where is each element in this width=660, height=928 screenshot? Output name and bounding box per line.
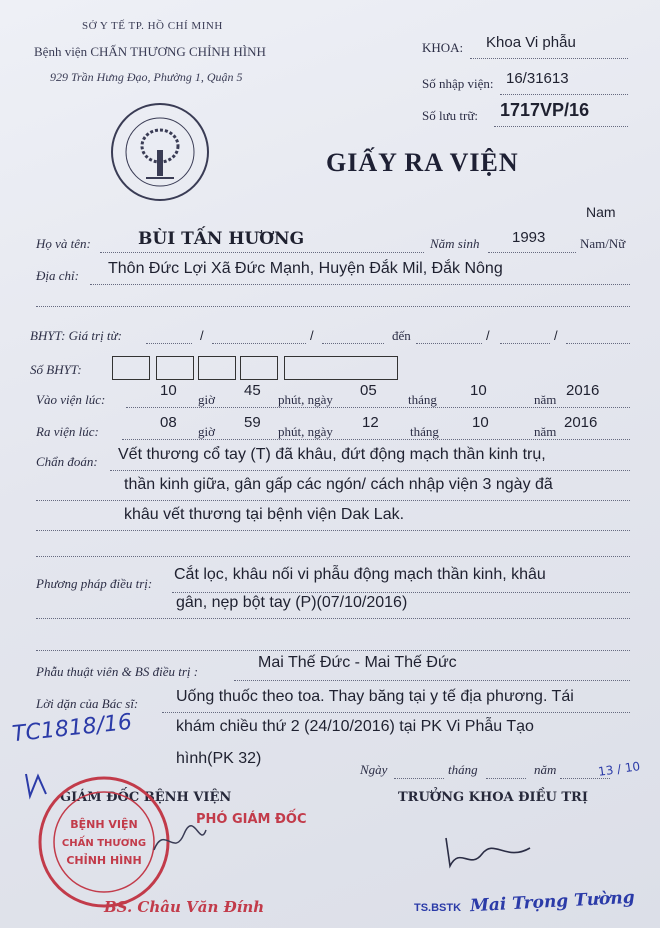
diagnosis-line-3: khâu vết thương tại bệnh viện Dak Lak. <box>124 506 405 523</box>
luu-tru-value: 1717VP/16 <box>500 100 590 120</box>
patient-address: Thôn Đức Lợi Xã Đức Mạnh, Huyện Đắk Mil, Đắk Nông <box>108 260 503 277</box>
hospital-logo <box>108 100 212 204</box>
birth-year: 1993 <box>512 229 546 246</box>
discharge-month: 10 <box>472 414 489 431</box>
discharge-month-unit: tháng <box>410 424 439 439</box>
diagnosis-line-1: Vết thương cổ tay (T) đã khâu, đứt động mạch thần kinh trụ, <box>118 446 546 463</box>
date-handwritten: 13 / 10 <box>597 759 641 779</box>
bhyt-sep-2: / <box>310 328 314 343</box>
admission-minute: 45 <box>244 382 261 399</box>
right-signature-title: TRƯỞNG KHOA ĐIỀU TRỊ <box>398 790 588 805</box>
admission-year: 2016 <box>566 382 600 399</box>
gender-label: Nam/Nữ <box>580 236 626 251</box>
left-signature-title: GIÁM ĐỐC BỆNH VIỆN <box>60 790 232 805</box>
diagnosis-label: Chẩn đoán: <box>36 454 98 469</box>
bhyt-box-5 <box>284 356 398 380</box>
advice-line-1: Uống thuốc theo toa. Thay băng tại y tế địa phương. Tái <box>176 688 574 705</box>
name-label: Họ và tên: <box>36 236 91 251</box>
hospital-address: 929 Trần Hưng Đạo, Phường 1, Quận 5 <box>50 70 243 84</box>
discharge-year: 2016 <box>564 414 598 431</box>
handwritten-reference: TC1818/16 <box>11 709 134 748</box>
discharge-year-unit: năm <box>534 424 557 439</box>
document-title: GIẤY RA VIỆN <box>326 148 519 177</box>
left-signature-subtitle: PHÓ GIÁM ĐỐC <box>196 812 307 827</box>
date-year-label: năm <box>534 762 557 777</box>
admission-label: Vào viện lúc: <box>36 392 106 407</box>
admission-day: 05 <box>360 382 377 399</box>
discharge-day: 12 <box>362 414 379 431</box>
svg-text:CHỈNH HÌNH: CHỈNH HÌNH <box>66 854 142 867</box>
bhyt-box-2 <box>156 356 194 380</box>
advice-line-3: hình(PK 32) <box>176 750 262 767</box>
admission-hour: 10 <box>160 382 177 399</box>
admission-month: 10 <box>470 382 487 399</box>
date-day-label: Ngày <box>360 762 388 777</box>
date-month-label: tháng <box>448 762 478 777</box>
treatment-label: Phương pháp điều trị: <box>36 576 153 591</box>
treatment-line-2: gân, nẹp bột tay (P)(07/10/2016) <box>176 594 408 611</box>
discharge-minute-unit: phút, ngày <box>278 424 333 439</box>
admission-month-unit: tháng <box>408 392 437 407</box>
svg-text:CHẤN THƯƠNG: CHẤN THƯƠNG <box>61 838 147 849</box>
ministry-name: SỞ Y TẾ TP. HỒ CHÍ MINH <box>82 20 223 32</box>
right-signer-prefix: TS.BSTK <box>414 902 462 914</box>
right-signer-name: Mai Trọng Tường <box>469 887 636 917</box>
nhap-vien-value: 16/31613 <box>506 70 569 87</box>
admission-year-unit: năm <box>534 392 557 407</box>
surgeon-value: Mai Thế Đức - Mai Thế Đức <box>258 654 457 671</box>
luu-tru-label: Số lưu trữ: <box>422 108 478 123</box>
birth-label: Năm sinh <box>430 236 480 251</box>
address-label: Địa chỉ: <box>36 268 79 283</box>
treatment-line-1: Cắt lọc, khâu nối vi phẫu động mạch thần kinh, khâu <box>174 566 546 583</box>
discharge-hour-unit: giờ <box>198 424 215 439</box>
discharge-minute: 59 <box>244 414 261 431</box>
advice-line-2: khám chiều thứ 2 (24/10/2016) tại PK Vi Phẫu Tạo <box>176 718 534 735</box>
advice-label: Lời dặn của Bác sĩ: <box>36 696 139 711</box>
bhyt-sep-4: / <box>554 328 558 343</box>
diagnosis-line-2: thần kinh giữa, gân gấp các ngón/ cách nhập viện 3 ngày đã <box>124 476 553 493</box>
admission-hour-unit: giờ <box>198 392 215 407</box>
khoa-value: Khoa Vi phẫu <box>486 34 576 51</box>
left-signer-name: BS. Châu Văn Đính <box>104 898 265 916</box>
right-handwritten-signature <box>440 826 540 876</box>
bhyt-box-4 <box>240 356 278 380</box>
bhyt-sep-3: / <box>486 328 490 343</box>
bhyt-number-label: Số BHYT: <box>30 362 82 377</box>
admission-minute-unit: phút, ngày <box>278 392 333 407</box>
surgeon-label: Phẫu thuật viên & BS điều trị : <box>36 664 199 679</box>
gender-value: Nam <box>586 204 616 220</box>
discharge-hour: 08 <box>160 414 177 431</box>
bhyt-box-1 <box>112 356 150 380</box>
bhyt-to-label: đến <box>392 328 411 343</box>
patient-name: BÙI TẤN HƯƠNG <box>138 229 305 249</box>
bhyt-validity-label: BHYT: Giá trị từ: <box>30 328 122 343</box>
discharge-label: Ra viện lúc: <box>36 424 99 439</box>
bhyt-sep-1: / <box>200 328 204 343</box>
hospital-name: Bệnh viện CHẤN THƯƠNG CHỈNH HÌNH <box>34 44 266 59</box>
left-handwritten-signature <box>150 820 210 860</box>
khoa-label: KHOA: <box>422 40 464 55</box>
nhap-vien-label: Số nhập viện: <box>422 76 494 91</box>
bhyt-box-3 <box>198 356 236 380</box>
svg-text:BỆNH VIỆN: BỆNH VIỆN <box>70 818 138 831</box>
